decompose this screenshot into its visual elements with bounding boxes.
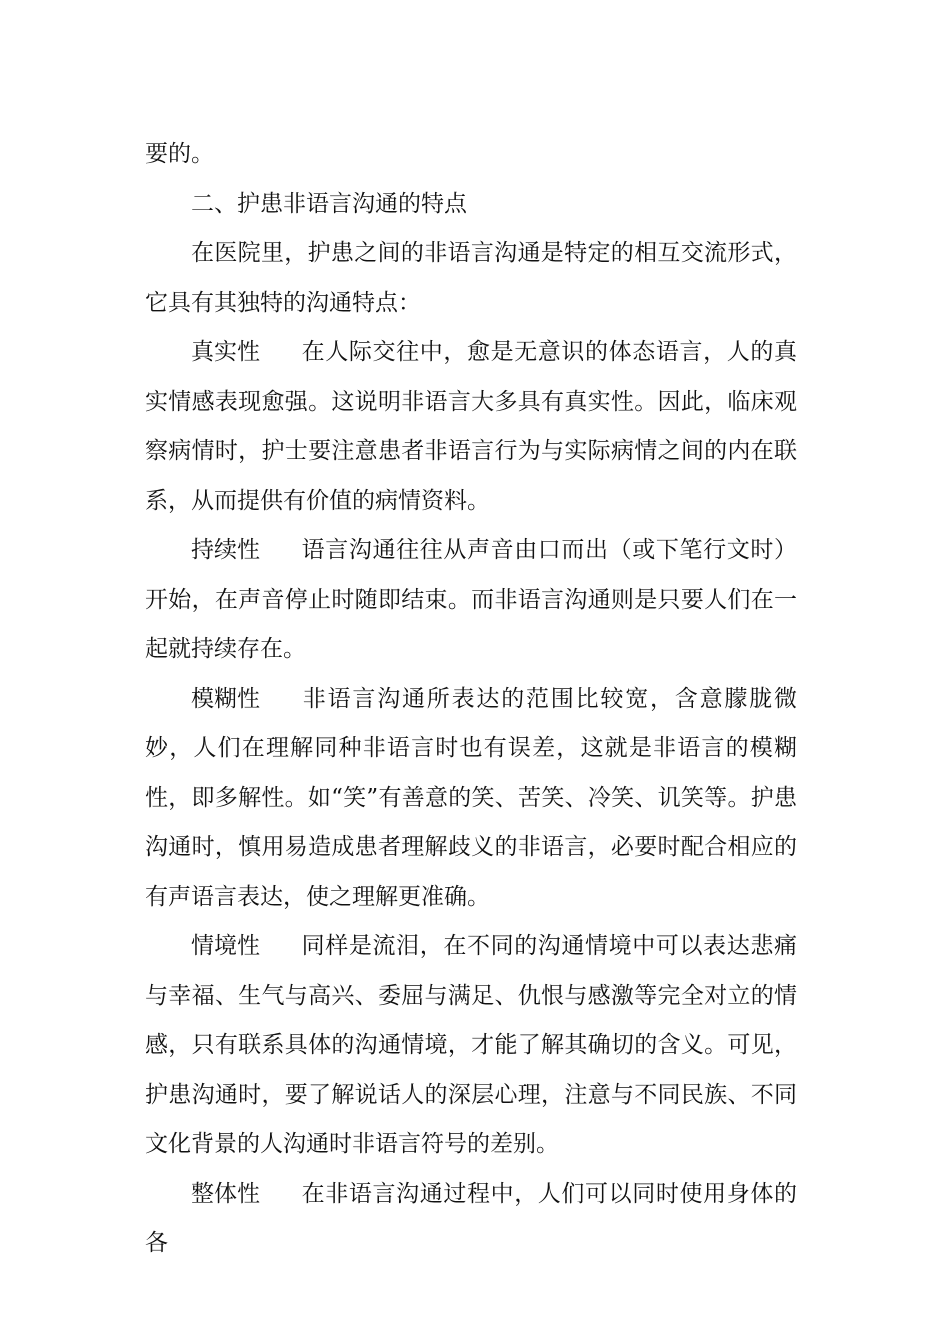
feature-paragraph-context xyxy=(145,922,797,1170)
feature-term: 整体性 xyxy=(191,1180,260,1207)
feature-text: 语言沟通往往从声音由口而出（或下笔行文时）开始，在声音停止时随即结束。而非语言沟通则是只要人们在一起就持续存在。 xyxy=(145,537,797,662)
document-body xyxy=(145,130,797,1269)
feature-paragraph-continuity xyxy=(145,526,797,675)
feature-term: 真实性 xyxy=(191,339,260,365)
feature-text: 同样是流泪，在不同的沟通情境中可以表达悲痛与幸福、生气与高兴、委屈与满足、仇恨与感激等完全对立的情感，只有联系具体的沟通情境，才能了解其确切的含义。可见，护患沟通时，要了解说话人的深层心理，注意与不同民族、不同文化背景的人沟通时非语言符号的差别。 xyxy=(145,933,797,1157)
feature-paragraph-wholeness xyxy=(145,1170,797,1269)
feature-term: 情境性 xyxy=(191,933,260,959)
feature-term: 持续性 xyxy=(191,537,260,563)
feature-text: 在非语言沟通过程中，人们可以同时使用身体的各 xyxy=(145,1180,797,1256)
intro-paragraph: 在医院里，护患之间的非语言沟通是特定的相互交流形式，它具有其独特的沟通特点： xyxy=(145,240,797,316)
feature-paragraph-authenticity xyxy=(145,328,797,526)
feature-paragraph-ambiguity xyxy=(145,675,797,923)
section-heading: 二、护患非语言沟通的特点 xyxy=(191,190,467,217)
feature-text: 在人际交往中，愈是无意识的体态语言，人的真实情感表现愈强。这说明非语言大多具有真实性。因此，临床观察病情时，护士要注意患者非语言行为与实际病情之间的内在联系，从而提供有价值的病情资料。 xyxy=(145,339,797,514)
continuation-paragraph: 要的。 xyxy=(145,141,214,167)
feature-text: 非语言沟通所表达的范围比较宽，含意朦胧微妙，人们在理解同种非语言时也有误差，这就是非语言的模糊性，即多解性。如“笑”有善意的笑、苦笑、冷笑、讥笑等。护患沟通时，慎用易造成患者理解歧义的非语言，必要时配合相应的有声语言表达，使之理解更准确。 xyxy=(145,685,797,910)
feature-term: 模糊性 xyxy=(191,685,260,712)
